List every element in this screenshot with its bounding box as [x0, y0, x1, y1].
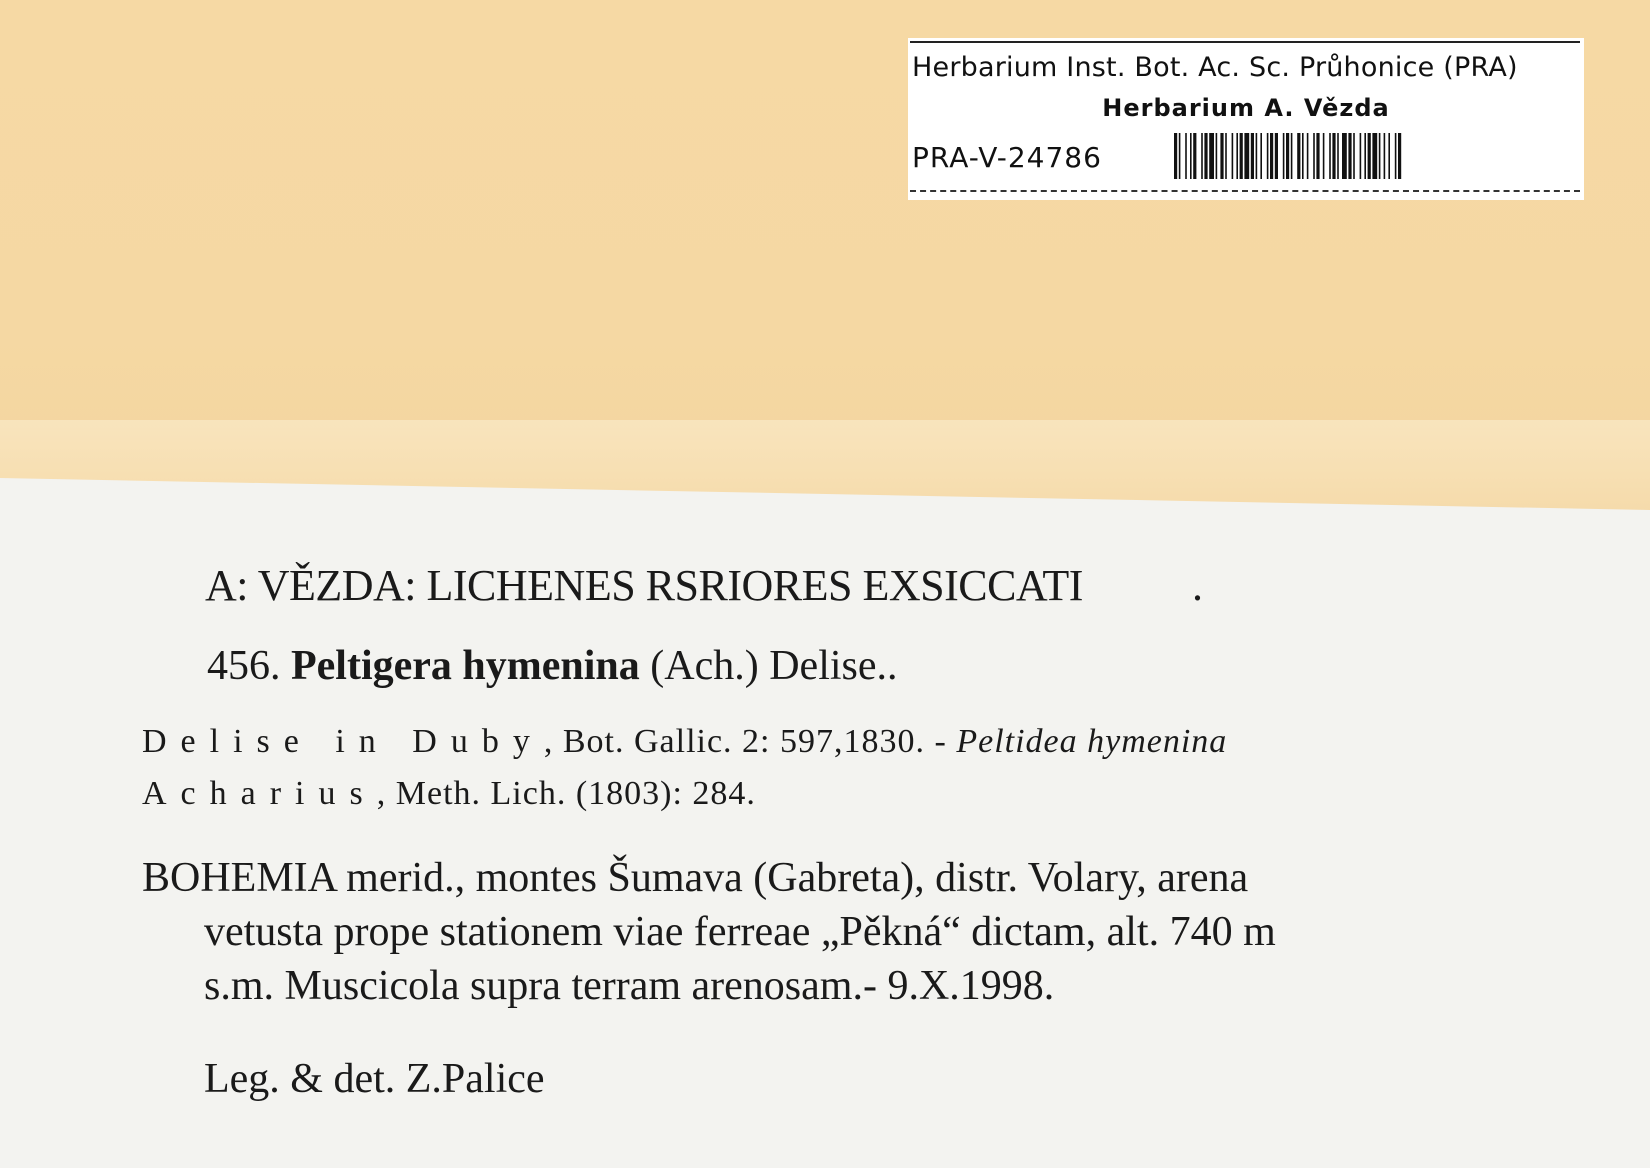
barcode-bar [1329, 133, 1331, 179]
barcode-bar [1185, 133, 1187, 179]
barcode-bar [1236, 133, 1238, 179]
barcode-bar [1313, 133, 1315, 179]
barcode-bar [1337, 133, 1339, 179]
barcode-bar [1286, 133, 1289, 179]
barcode-bar [1270, 133, 1273, 179]
barcode-bar [1244, 133, 1249, 179]
barcode-bar [1193, 133, 1196, 179]
reference-text-1: , Bot. Gallic. 2: 597,1830. - [543, 723, 947, 760]
label-dashed-rule [910, 190, 1580, 192]
reference-text-2: , Meth. Lich. (1803): 284. [376, 775, 756, 812]
barcode-bar [1267, 133, 1269, 179]
specimen-id: PRA-V-24786 [912, 141, 1102, 174]
barcode-bar [1395, 133, 1397, 179]
taxon-line [207, 642, 898, 690]
barcode-bar [1302, 133, 1304, 179]
herbarium-institution: Herbarium Inst. Bot. Ac. Sc. Průhonice (PRA) [912, 52, 1518, 83]
barcode-bar [1225, 133, 1227, 179]
barcode-bar [1240, 133, 1243, 179]
barcode-bar [1398, 133, 1401, 179]
exsiccata-number: 456. [207, 643, 281, 689]
taxon-author: (Ach.) Delise.. [650, 643, 898, 689]
barcode-bar [1220, 133, 1223, 179]
barcode-bar [1348, 133, 1351, 179]
reference-author-2: Acharius [142, 775, 377, 812]
barcode-bar [1353, 133, 1355, 179]
barcode-bar [1316, 133, 1319, 179]
locality-line-2: vetusta prope stationem viae ferreae „Pěkná“ dictam, alt. 740 m [204, 909, 1276, 955]
locality-line-3: s.m. Muscicola supra terram arenosam.- 9.X.1998. [204, 963, 1055, 1009]
barcode-bar [1275, 133, 1278, 179]
barcode-bar [1368, 133, 1371, 179]
barcode-bar [1256, 133, 1258, 179]
barcode-bar [1364, 133, 1366, 179]
locality-line-1: BOHEMIA merid., montes Šumava (Gabreta), distr. Volary, arena [142, 855, 1249, 901]
barcode-bar [1216, 133, 1218, 179]
reference-line-1 [142, 723, 1227, 761]
barcode-bar [1201, 133, 1203, 179]
barcode-bar [1232, 133, 1234, 179]
barcode-bar [1332, 133, 1335, 179]
barcode-bar [1342, 133, 1347, 179]
barcode-bar [1307, 133, 1309, 179]
collector-line: Leg. & det. Z.Palice [204, 1056, 545, 1102]
barcode-bar [1388, 133, 1390, 179]
barcode-bar [1179, 133, 1181, 179]
herbarium-name: Herbarium A. Vězda [1102, 94, 1390, 122]
barcode-bar [1190, 133, 1192, 179]
taxon-name: Peltigera hymenina [291, 643, 640, 689]
barcode-bar [1291, 133, 1293, 179]
barcode-bar [1209, 133, 1214, 179]
barcode-bar [1360, 133, 1362, 179]
series-title: A: VĚZDA: LICHENES RSRIORES EXSICCATI [205, 561, 1083, 610]
label-top-rule [910, 41, 1580, 43]
barcode-icon [1174, 133, 1570, 179]
barcode-bar [1251, 133, 1254, 179]
barcode-bar [1204, 133, 1207, 179]
barcode-bar [1297, 133, 1300, 179]
reference-author-1: Delise in Duby [142, 723, 544, 760]
barcode-bar [1384, 133, 1386, 179]
barcode-bar [1379, 133, 1381, 179]
reference-line-2 [142, 775, 756, 813]
series-title-dot: . [1192, 561, 1203, 610]
barcode-bar [1323, 133, 1325, 179]
barcode-bar [1174, 133, 1177, 179]
basionym: Peltidea hymenina [956, 723, 1228, 760]
barcode-bar [1372, 133, 1377, 179]
barcode-bar [1260, 133, 1262, 179]
barcode-bar [1283, 133, 1285, 179]
herbarium-barcode-label [908, 38, 1584, 200]
